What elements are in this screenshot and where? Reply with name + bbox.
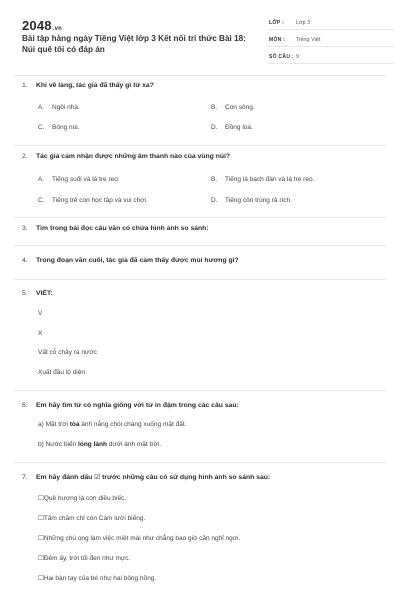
meta-label: SỐ CÂU : bbox=[269, 54, 294, 60]
meta-value: Lớp 3 bbox=[296, 20, 311, 26]
divider bbox=[14, 279, 386, 280]
option-d[interactable]: D. Tiếng côn trùng rả rích. bbox=[211, 197, 292, 204]
writing-line: V bbox=[38, 310, 43, 317]
question-number: 5. bbox=[22, 290, 28, 297]
question-number: 3. bbox=[22, 225, 28, 232]
checkbox-item[interactable]: ☐Tấm chăm chỉ còn Cám lười biếng. bbox=[38, 515, 146, 522]
question-4 bbox=[14, 256, 386, 265]
divider bbox=[14, 462, 386, 463]
option-a[interactable]: A. Tiếng suối và lá tre reo. bbox=[38, 176, 120, 183]
question-text: Khi về làng, tác giả đã thấy gì từ xa? bbox=[36, 82, 154, 89]
meta-panel bbox=[269, 14, 394, 65]
divider bbox=[14, 145, 386, 146]
site-logo[interactable] bbox=[22, 18, 62, 33]
question-text: VIẾT: bbox=[36, 290, 53, 297]
sentence-item-a: a) Mặt trời tỏa ánh nắng chói chang xuống mặt đất. bbox=[38, 421, 187, 428]
checkbox-item[interactable]: ☐Đêm ấy, trời tối đen như mực. bbox=[38, 555, 131, 562]
question-number: 7. bbox=[22, 474, 28, 481]
question-number: 1. bbox=[22, 82, 28, 89]
meta-row-count bbox=[269, 48, 394, 64]
question-1 bbox=[14, 81, 386, 90]
writing-line: X bbox=[38, 330, 43, 337]
checkbox-item[interactable]: ☐Hai bàn tay của bé như hai bông hồng. bbox=[38, 575, 157, 582]
divider bbox=[14, 217, 386, 218]
meta-value: Tiếng Việt bbox=[296, 37, 321, 43]
question-5 bbox=[14, 289, 386, 298]
option-d[interactable]: D. Đồng lúa. bbox=[211, 124, 253, 131]
option-c[interactable]: C. Tiếng trẻ con học tập và vui chơi. bbox=[38, 197, 148, 204]
meta-value: 9 bbox=[296, 54, 300, 60]
meta-label: LỚP : bbox=[269, 20, 285, 26]
question-number: 2. bbox=[22, 153, 28, 160]
checkbox-item[interactable]: ☐Những chú ong làm việc miệt mài như chẳng bao giờ cần nghỉ ngơi. bbox=[38, 535, 241, 542]
divider bbox=[14, 245, 386, 246]
question-6 bbox=[14, 401, 386, 410]
question-text: Em hãy tìm từ có nghĩa giống với từ in đậm trong các câu sau: bbox=[36, 402, 239, 409]
question-text: Em hãy đánh dấu ☑ trước những câu có sử dụng hình ảnh so sánh sau: bbox=[36, 474, 271, 481]
option-a[interactable]: A. Ngôi nhà. bbox=[38, 104, 80, 111]
meta-label: MÔN : bbox=[269, 37, 286, 43]
question-7 bbox=[14, 473, 386, 482]
divider bbox=[14, 390, 386, 391]
question-text: Tìm trong bài đọc câu văn có chứa hình ảnh so sánh: bbox=[36, 225, 209, 232]
option-b[interactable]: B. Con sông. bbox=[211, 104, 255, 111]
logo-main: 2048 bbox=[22, 18, 52, 33]
option-c[interactable]: C. Bóng núi. bbox=[38, 124, 80, 131]
header bbox=[14, 0, 386, 76]
question-number: 4. bbox=[22, 257, 28, 264]
option-b[interactable]: B. Tiếng lá bạch đàn và lá tre reo. bbox=[211, 176, 315, 183]
question-3 bbox=[14, 224, 386, 233]
document-title: Bài tập hàng ngày Tiếng Việt lớp 3 Kết nối tri thức Bài 18: Núi quê tôi có đáp án bbox=[22, 34, 246, 54]
question-2 bbox=[14, 152, 386, 161]
writing-line: Vất cỗ chảy ra nước bbox=[38, 349, 97, 356]
meta-row-grade bbox=[269, 14, 394, 30]
question-number: 6. bbox=[22, 402, 28, 409]
logo-suffix: .vn bbox=[52, 26, 63, 32]
checkbox-item[interactable]: ☐Quê hương là con diều biếc. bbox=[38, 495, 127, 502]
question-text: Trong đoạn văn cuối, tác giả đã cảm thấy được mùi hương gì? bbox=[36, 257, 239, 264]
writing-line: Xuất đầu lộ diện bbox=[38, 369, 85, 376]
sentence-item-b: b) Nước biển lóng lánh dưới ánh mặt trời. bbox=[38, 441, 161, 448]
question-text: Tác giả cảm nhận được những âm thanh nào của vùng núi? bbox=[36, 153, 231, 160]
meta-row-subject bbox=[269, 31, 394, 47]
